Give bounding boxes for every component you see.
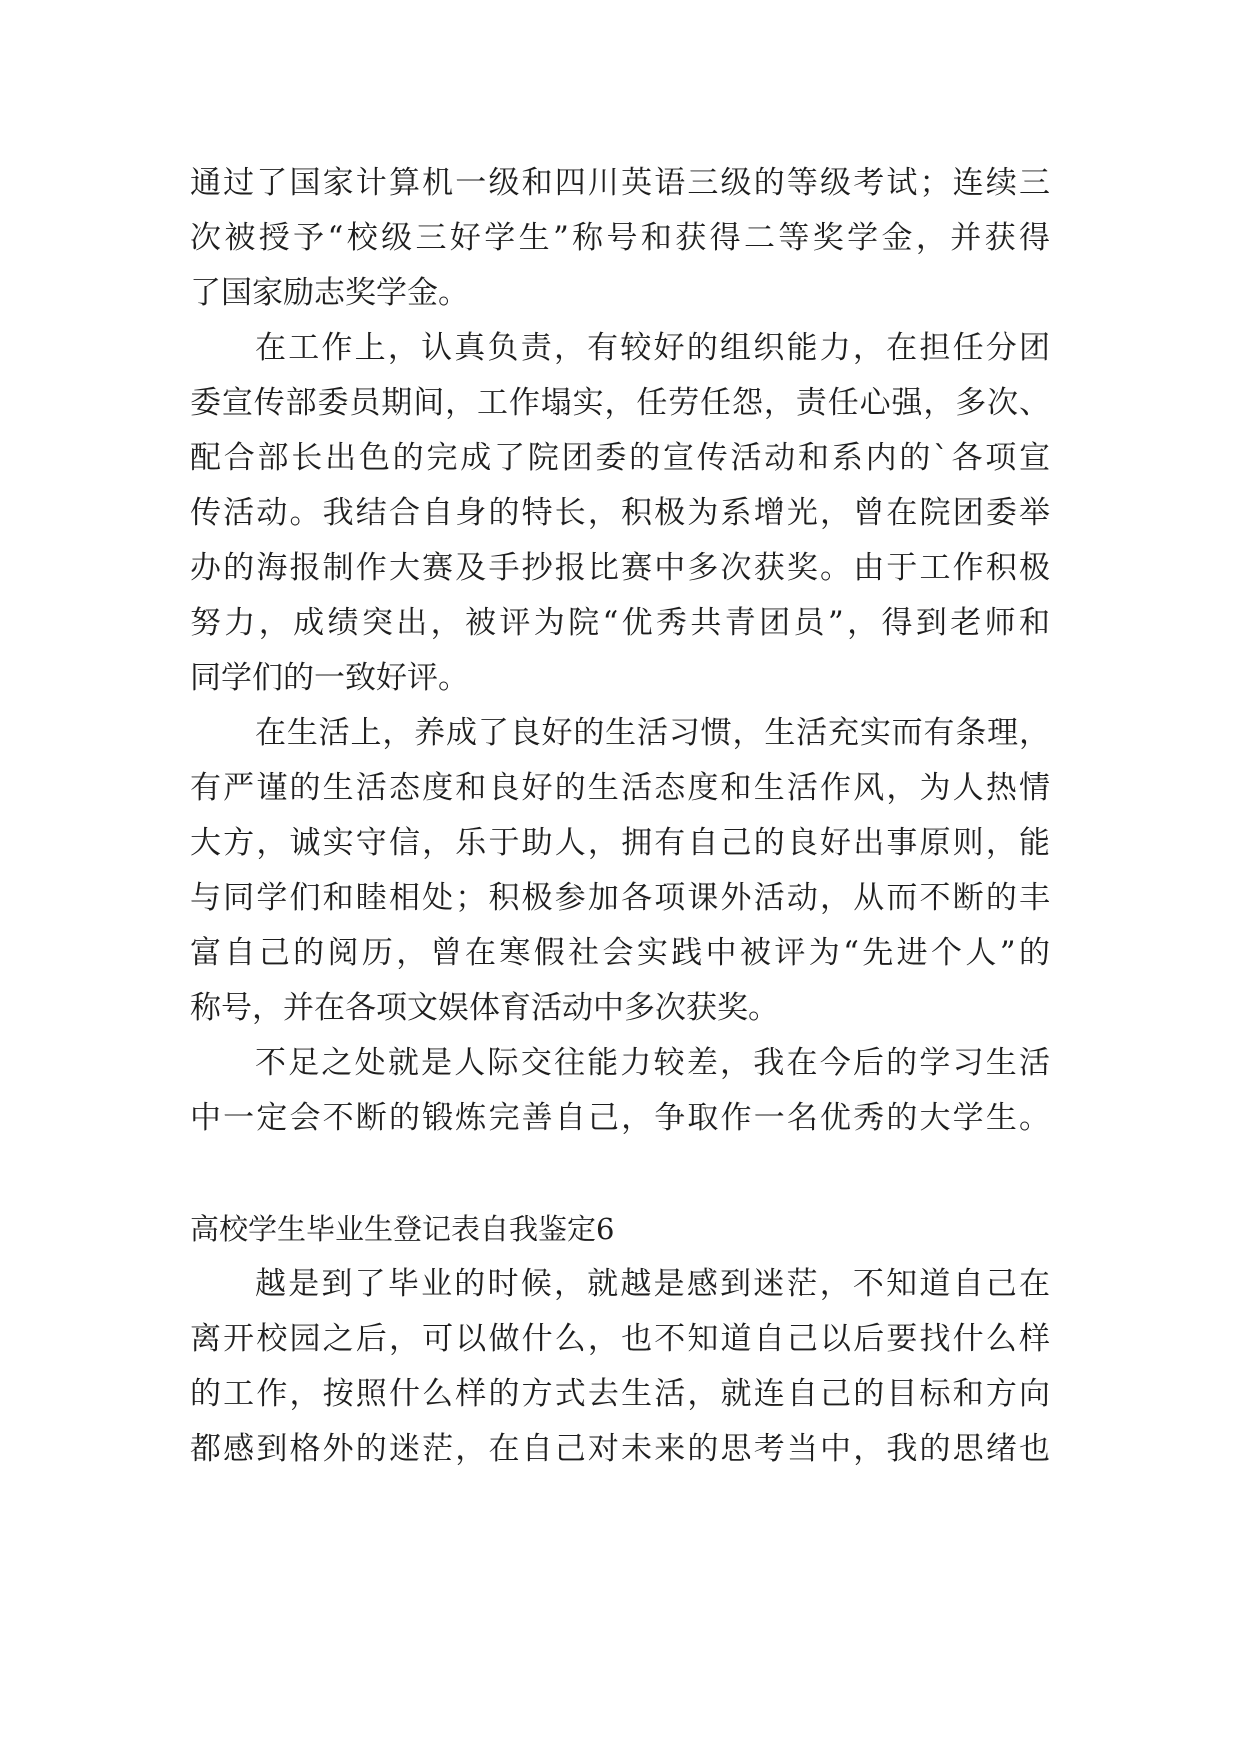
text-line: 称号，并在各项文娱体育活动中多次获奖。	[190, 990, 779, 1026]
section-heading: 高校学生毕业生登记表自我鉴定6	[190, 1212, 615, 1246]
text-line: 在工作上，认真负责，有较好的组织能力，在担任分团	[255, 330, 1050, 366]
paragraph	[190, 706, 1050, 1036]
paragraph	[190, 1257, 1050, 1477]
text-line: 传活动。我结合自身的特长，积极为系增光，曾在院团委举	[190, 495, 1050, 531]
text-line: 努力，成绩突出，被评为院“优秀共青团员”，得到老师和	[190, 605, 1050, 641]
text-line: 都感到格外的迷茫，在自己对未来的思考当中，我的思绪也	[190, 1431, 1050, 1467]
text-line: 不足之处就是人际交往能力较差，我在今后的学习生活	[255, 1045, 1050, 1081]
text-line: 富自己的阅历，曾在寒假社会实践中被评为“先进个人”的	[190, 935, 1050, 971]
text-line: 离开校园之后，可以做什么，也不知道自己以后要找什么样	[190, 1321, 1050, 1357]
text-line: 的工作，按照什么样的方式去生活，就连自己的目标和方向	[190, 1376, 1050, 1412]
paragraph	[190, 156, 1050, 321]
text-line: 有严谨的生活态度和良好的生活态度和生活作风，为人热情	[190, 770, 1050, 806]
text-line: 同学们的一致好评。	[190, 660, 469, 696]
text-line: 委宣传部委员期间，工作塌实，任劳任怨，责任心强，多次、	[190, 385, 1050, 421]
paragraph-gap	[190, 1146, 1050, 1202]
text-line: 配合部长出色的完成了院团委的宣传活动和系内的`各项宣	[190, 440, 1050, 476]
text-line: 中一定会不断的锻炼完善自己，争取作一名优秀的大学生。	[190, 1100, 1050, 1136]
text-line: 大方，诚实守信，乐于助人，拥有自己的良好出事原则，能	[190, 825, 1050, 861]
text-line: 次被授予“校级三好学生”称号和获得二等奖学金，并获得	[190, 220, 1050, 256]
paragraph	[190, 321, 1050, 706]
paragraph	[190, 1036, 1050, 1146]
text-line: 通过了国家计算机一级和四川英语三级的等级考试；连续三	[190, 165, 1050, 201]
text-line: 办的海报制作大赛及手抄报比赛中多次获奖。由于工作积极	[190, 550, 1050, 586]
text-line: 越是到了毕业的时候，就越是感到迷茫，不知道自己在	[255, 1266, 1050, 1302]
text-line: 在生活上，养成了良好的生活习惯，生活充实而有条理，	[255, 715, 1050, 751]
text-line: 了国家励志奖学金。	[190, 275, 469, 311]
text-line: 与同学们和睦相处；积极参加各项课外活动，从而不断的丰	[190, 880, 1050, 916]
document-body	[190, 156, 1050, 1477]
